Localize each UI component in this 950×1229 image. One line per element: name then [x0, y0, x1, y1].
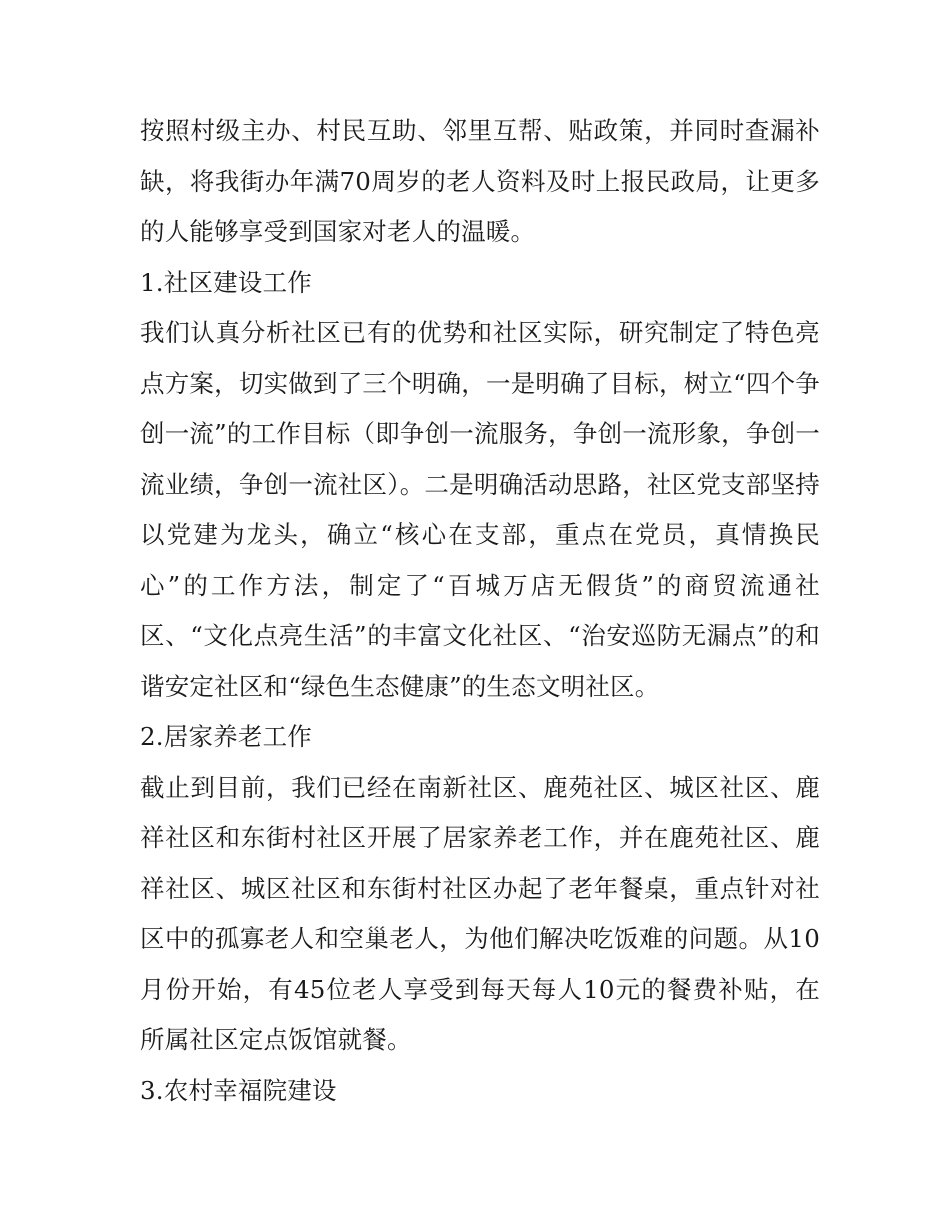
heading-community-building: 1.社区建设工作 [140, 267, 312, 297]
paragraph-elderly-report: 按照村级主办、村民互助、邻里互帮、贴政策，并同时查漏补缺，将我街办年满70周岁的老人资料及时上报民政局，让更多的人能够享受到国家对老人的温暖。 [140, 116, 820, 246]
heading-rural-happiness-home: 3.农村幸福院建设 [140, 1075, 337, 1105]
document-body [140, 106, 820, 1116]
heading-home-elderly-care: 2.居家养老工作 [140, 722, 312, 751]
paragraph-home-elderly-care: 截止到目前，我们已经在南新社区、鹿苑社区、城区社区、鹿祥社区和东街村社区开展了居家养老工作，并在鹿苑社区、鹿祥社区、城区社区和东街村社区办起了老年餐桌，重点针对社区中的孤寡老人和空巢老人，为他们解决吃饭难的问题。从10月份开始，有45位老人享受到每天每人10元的餐费补贴，在所属社区定点饭馆就餐。 [140, 772, 820, 1054]
paragraph-community-building: 我们认真分析社区已有的优势和社区实际，研究制定了特色亮点方案，切实做到了三个明确，一是明确了目标，树立“四个争创一流”的工作目标（即争创一流服务，争创一流形象，争创一流业绩，争创一流社区）。二是明确活动思路，社区党支部坚持以党建为龙头，确立“核心在支部，重点在党员，真情换民心”的工作方法，制定了“百城万店无假货”的商贸流通社区、“文化点亮生活”的丰富文化社区、“治安巡防无漏点”的和谐安定社区和“绿色生态健康”的生态文明社区。 [140, 318, 820, 701]
